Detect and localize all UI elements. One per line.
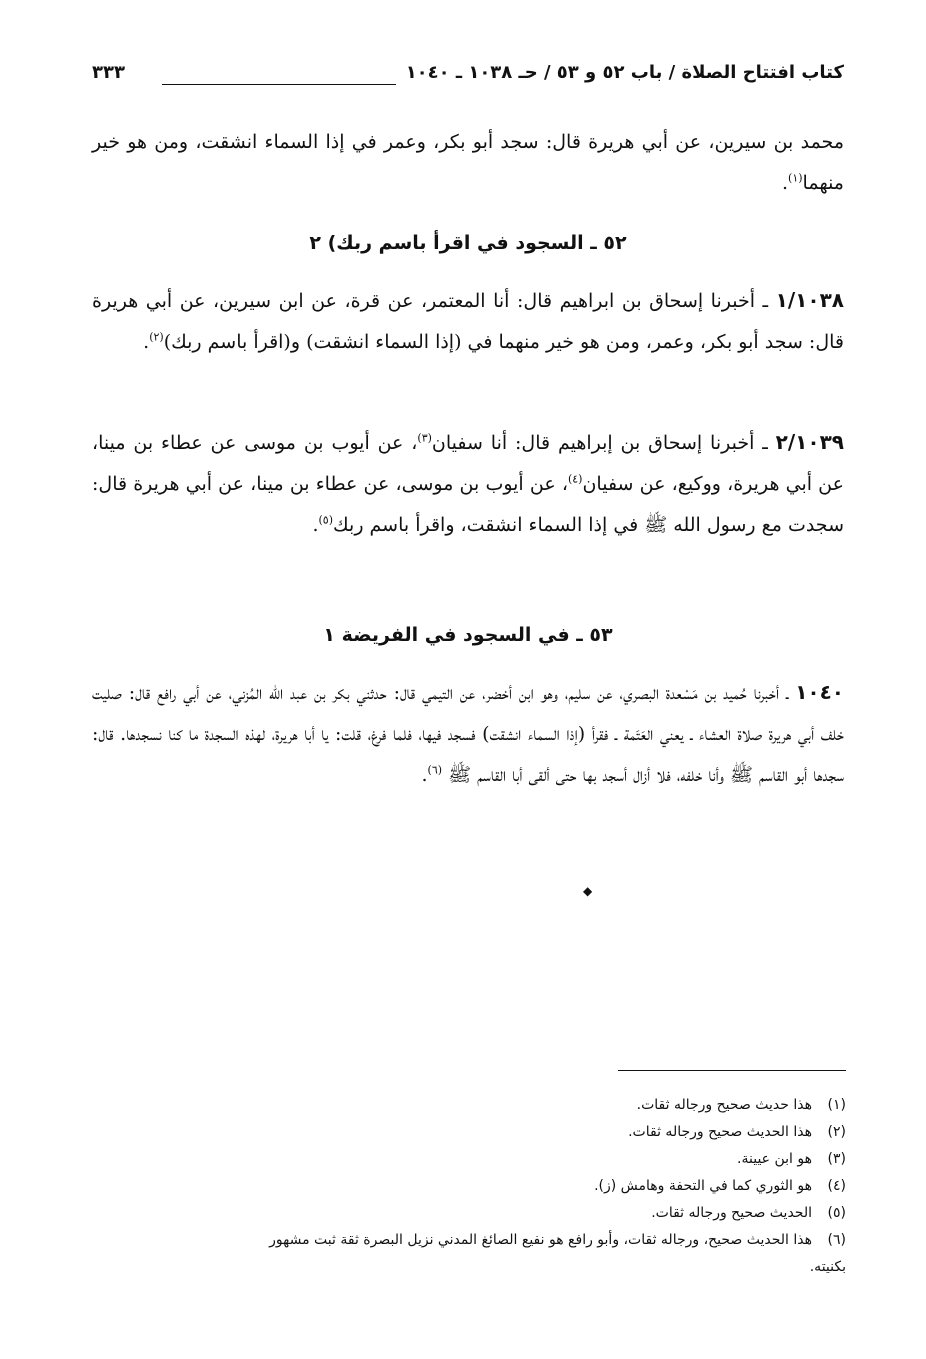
footnote-ref: (٣) — [417, 431, 432, 445]
hadith-1039: ٢/١٠٣٩ ـ أخبرنا إسحاق بن إبراهيم قال: أنا سفيان$^{(٣)}$، عن أيوب بن موسى عن عطاء بن مينا، عن أبي هريرة، ووكيع، عن سفيان$^{(٤)}$، عن أيوب بن موسى، عن عطاء بن مينا، عن أبي هريرة قال: سجدت مع رسول الله ﷺ في إذا السماء انشقت، واقرأ باسم ربك$^{(٥)}$. — [92, 430, 844, 536]
hadith-number: ٢/١٠٣٩ — [775, 430, 844, 454]
footnote-ref: (٢) — [149, 330, 164, 344]
footnote-ref: (٦) — [427, 763, 443, 777]
ornament-mark: ◆ — [583, 884, 593, 898]
header-rule — [162, 84, 396, 85]
hadith-1038: ١/١٠٣٨ ـ أخبرنا إسحاق بن ابراهيم قال: أنا المعتمر، عن قرة، عن ابن سيرين، عن أبي هريرة قال: سجد أبو بكر، وعمر، ومن هو خير منهما في (إذا السماء انشقت) و(اقرأ باسم ربك)$^{(٢)}$. — [92, 288, 844, 353]
hadith-1040: ١٠٤٠ ـ أخبرنا حُميد بن مَسْعدة البصري، عن سليم، وهو ابن أخضر، عن التيمي قال: حدثني بكر بن عبد الله المُزني، عن أبي رافع قال: صليت خلف أبي هريرة صلاة العشاء ـ يعني العَتَمة ـ فقرأ (إذا السماء انشقت) فسجد فيها، فلما فرغ، قلت: يا أبا هريرة، لهذه السجدة ما كنا نسجدها. قال: سجدها أبو القاسم ﷺ وأنا خلفه، فلا أزال أسجد بها حتى ألقى أبا القاسم ﷺ $^{(٦)}$. — [92, 680, 845, 786]
footnote-rule — [618, 1070, 846, 1071]
footnote-2: (٢)هذا الحديث صحيح ورجاله ثقات. — [628, 1124, 846, 1140]
hadith-text-c: ، عن أيوب بن موسى، عن عطاء بن مينا، عن أبي هريرة قال: سجدت مع رسول الله ﷺ في إذا السماء انشقت، واقرأ باسم ربك — [92, 473, 844, 536]
footnote-6-continuation: بكنيته. — [809, 1259, 846, 1275]
intro-paragraph: محمد بن سيرين، عن أبي هريرة قال: سجد أبو بكر، وعمر في إذا السماء انشقت، ومن هو خير منهما$^{(١)}$. — [92, 131, 844, 194]
hadith-text: ـ أخبرنا إسحاق بن ابراهيم قال: أنا المعتمر، عن قرة، عن ابن سيرين، عن أبي هريرة قال: سجد أبو بكر، وعمر، ومن هو خير منهما في (إذا السماء انشقت) و(اقرأ باسم ربك) — [92, 290, 844, 353]
hadith-text-a: ـ أخبرنا إسحاق بن إبراهيم قال: أنا سفيان — [431, 432, 768, 454]
footnote-5: (٥)الحديث صحيح ورجاله ثقات. — [651, 1205, 846, 1221]
footnote-ref: (٤) — [567, 472, 583, 486]
footnote-3: (٣)هو ابن عيينة. — [737, 1151, 846, 1167]
hadith-text-b: ، عن أيوب بن موسى عن عطاء بن مينا، عن أبي هريرة، ووكيع، عن سفيان — [92, 432, 844, 495]
header-title: كتاب افتتاح الصلاة / باب ٥٢ و ٥٣ / حـ ١٠٣٨ ـ ١٠٤٠ — [405, 62, 844, 83]
footnote-6: (٦)هذا الحديث صحيح، ورجاله ثقات، وأبو رافع هو نفيع الصائغ المدني نزيل البصرة ثقة ثبت مشهور — [269, 1232, 846, 1248]
footnote-ref: (٥) — [318, 513, 334, 527]
footnote-1: (١)هذا حديث صحيح ورجاله ثقات. — [636, 1097, 846, 1113]
footnote-4: (٤)هو الثوري كما في التحفة وهامش (ز). — [594, 1178, 846, 1194]
section-heading-52: ٥٢ ـ السجود في اقرأ باسم ربك) ٢ — [309, 232, 627, 254]
page-number: ٣٣٣ — [92, 62, 125, 83]
footnotes — [92, 1092, 846, 1281]
hadith-number: ١٠٤٠ — [795, 680, 845, 704]
hadith-number: ١/١٠٣٨ — [775, 288, 844, 312]
footnote-ref: (١) — [788, 171, 803, 185]
section-heading-53: ٥٣ ـ في السجود في الفريضة ١ — [323, 624, 613, 646]
hadith-text: ـ أخبرنا حُميد بن مَسْعدة البصري، عن سليم، وهو ابن أخضر، عن التيمي قال: حدثني بكر بن عبد الله المُزني، عن أبي رافع قال: صليت خلف أبي هريرة صلاة العشاء ـ يعني العَتَمة ـ فقرأ (إذا السماء انشقت) فسجد فيها، فلما فرغ، قلت: يا أبا هريرة، لهذه السجدة ما كنا نسجدها. قال: سجدها أبو القاسم ﷺ وأنا خلفه، فلا أزال أسجد بها حتى ألقى أبا القاسم ﷺ — [92, 682, 844, 786]
running-header — [92, 62, 844, 96]
intro-text: محمد بن سيرين، عن أبي هريرة قال: سجد أبو بكر، وعمر في إذا السماء انشقت، ومن هو خير منهما — [92, 131, 844, 194]
